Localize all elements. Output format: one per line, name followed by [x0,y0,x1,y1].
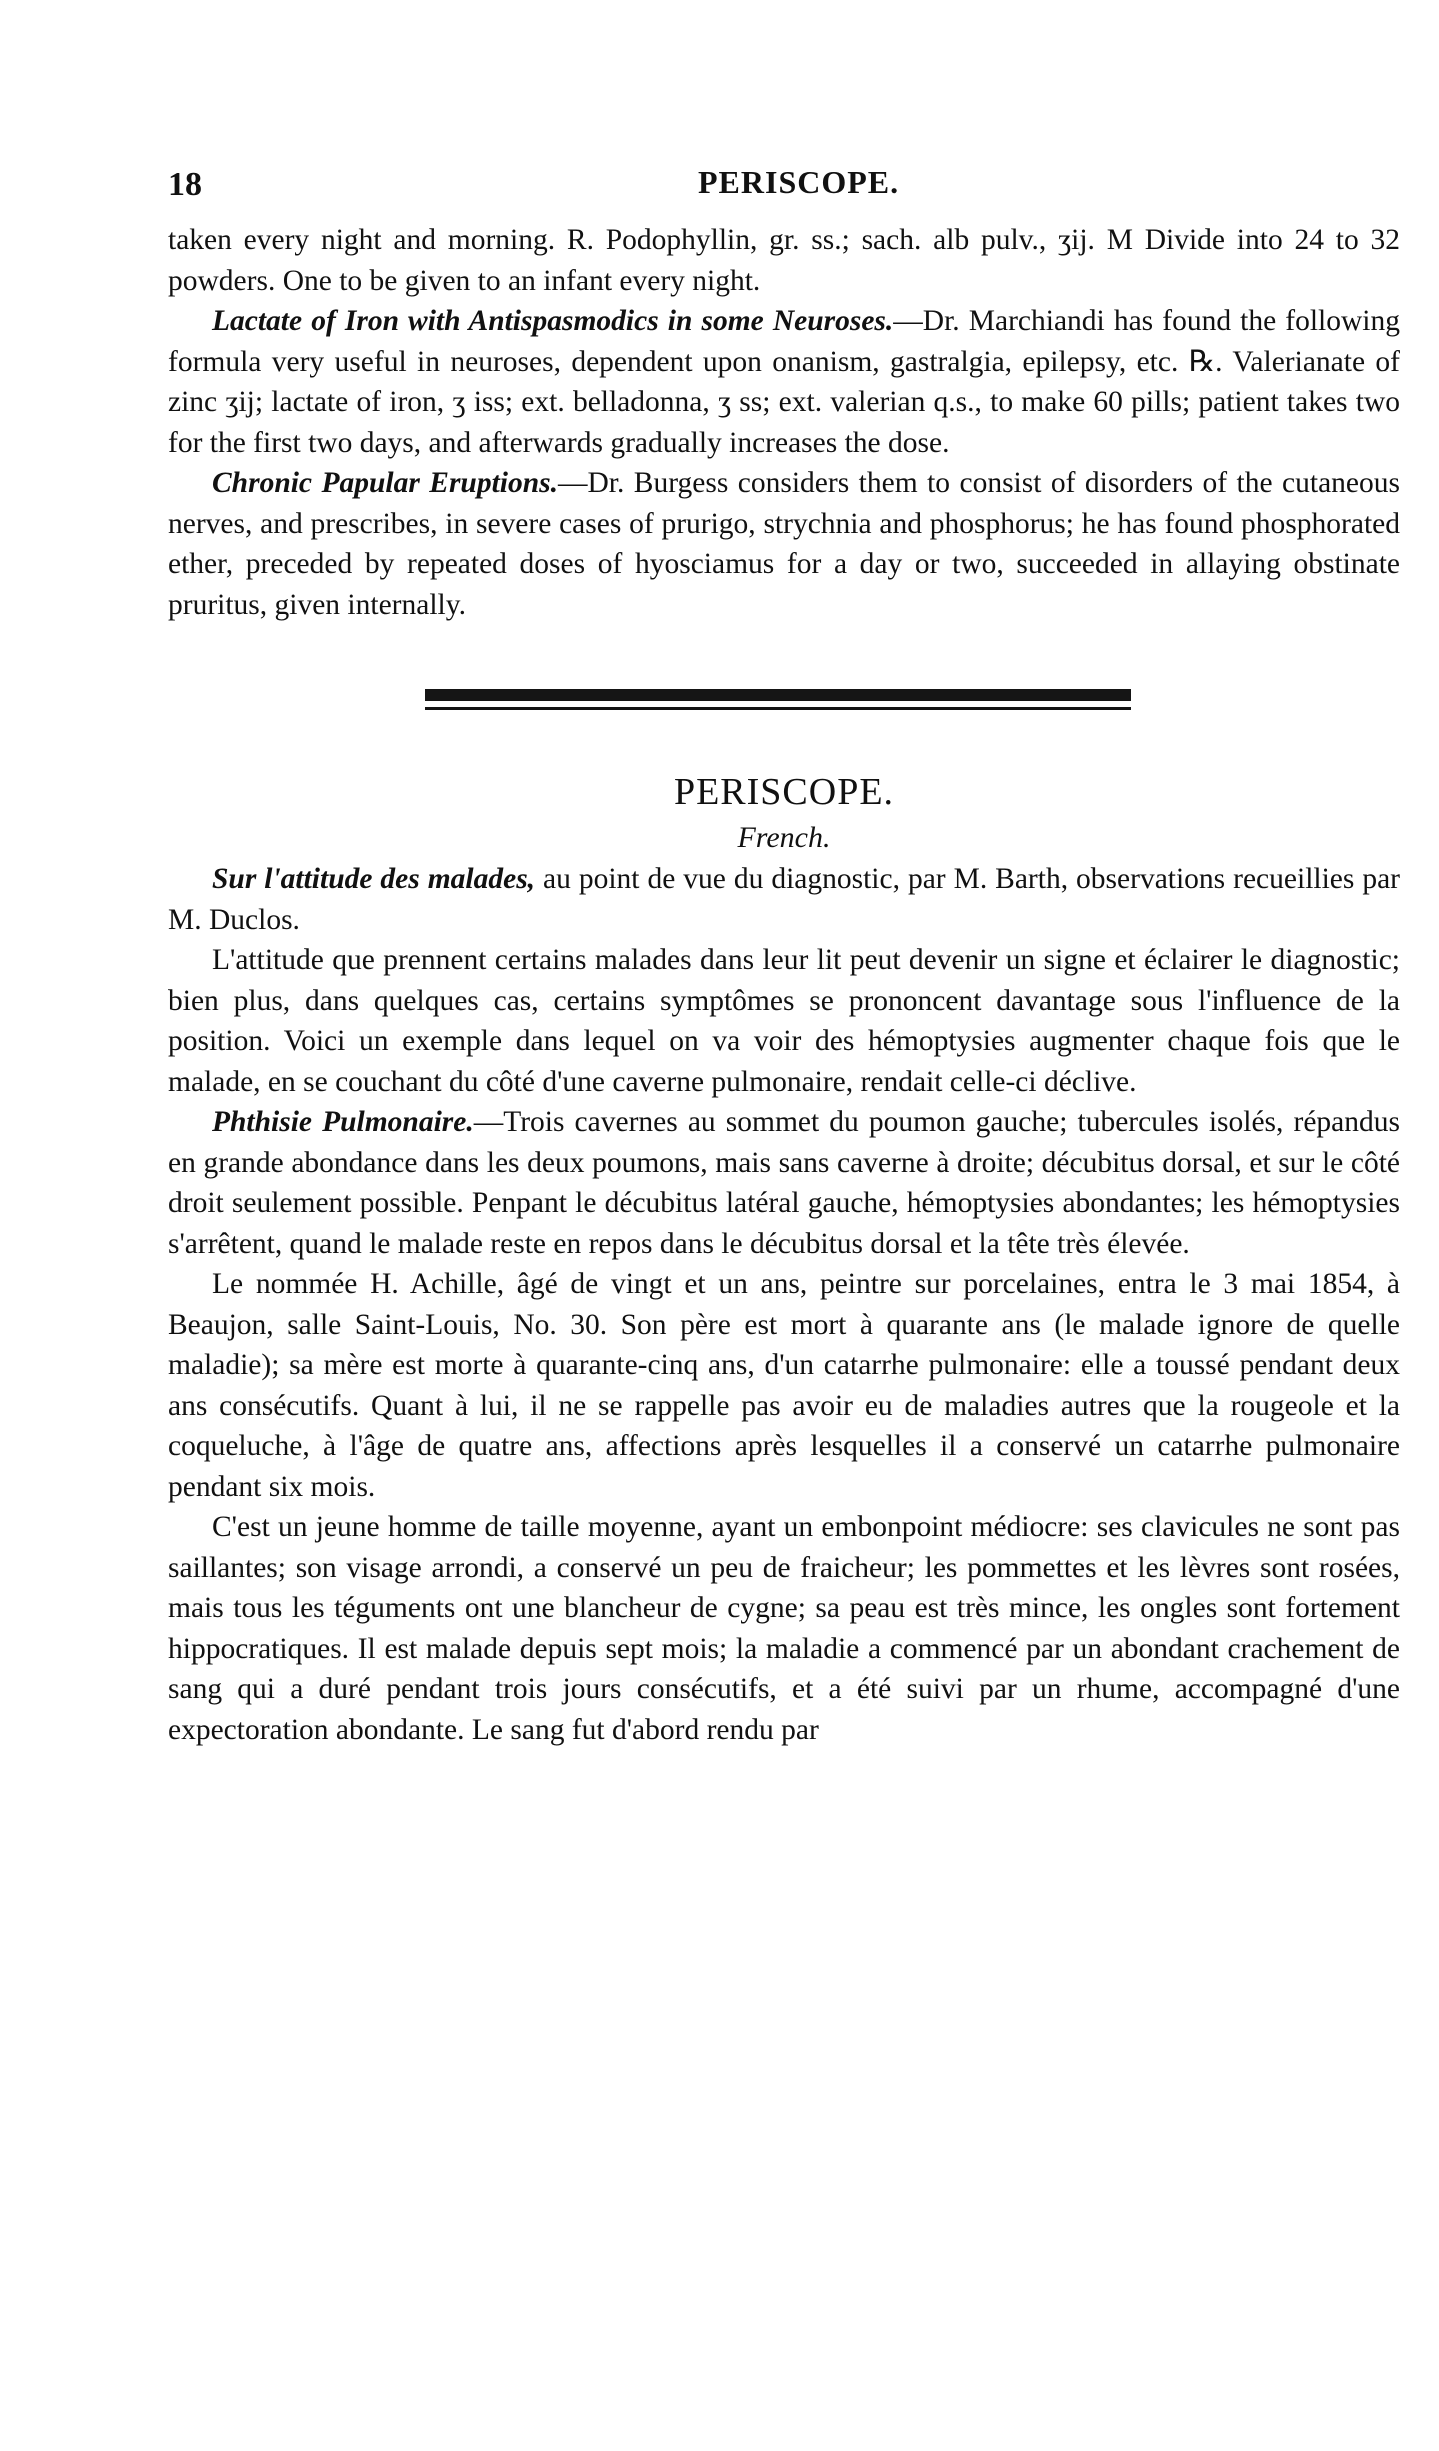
article-body: C'est un jeune homme de taille moyenne, ayant un embonpoint médiocre: ses clavicules ne sont pas saillantes; son visage arrondi, a conservé un peu de fraicheur; les pommettes et les lèvres sont rosées, mais tous les téguments ont une blancheur de cygne; sa peau est très mince, les ongles sont fortement hippocratiques. Il est malade depuis sept mois; la maladie a commencé par un abondant crachement de sang qui a duré pendant trois jours consécutifs, et a été suivi par un rhume, accompagné d'une expectoration abondante. Le sang fut d'abord rendu par [168,1511,1400,1746]
article-body: Le nommée H. Achille, âgé de vingt et un ans, peintre sur porcelaines, entra le 3 mai 1854, à Beaujon, salle Saint-Louis, No. 30. Son père est mort à quarante ans (le malade ignore de quelle maladie); sa mère est morte à quarante-cinq ans, d'un catarrhe pulmonaire: elle a toussé pendant deux ans consécutifs. Quant à lui, il ne se rappelle pas avoir eu de maladies autres que la rougeole et la coqueluche, à l'âge de quatre ans, affections après lesquelles il a conservé un catarrhe pulmonaire pendant six mois. [168,1268,1400,1503]
article-body: au point de vue du diagnostic, par M. Barth, observations recueillies par M. Duclos. [168,863,1400,936]
article-title: Phthisie Pulmonaire. [212,1106,474,1138]
section-divider [168,625,1400,767]
divider-thin-rule [425,707,1131,710]
running-head [168,150,1400,220]
article-title: Sur l'attitude des malades, [212,863,536,895]
article-paragraph [168,1507,1400,1750]
periscope-section [168,767,1400,1750]
article-body: —Trois cavernes au sommet du poumon gauche; tubercules isolés, répandus en grande abondance dans les deux poumons, mais sans caverne à droite; décubitus dorsal, et sur le côté droit seulement possible. Penpant le décubitus latéral gauche, hémoptysies abondantes; les hémoptysies s'arrêtent, quand le malade reste en repos dans le décubitus dorsal et la tête très élevée. [168,1106,1400,1260]
running-title: PERISCOPE. [698,164,900,200]
page-number: 18 [168,166,202,203]
article-body: L'attitude que prennent certains malades dans leur lit peut devenir un signe et éclairer le diagnostic; bien plus, dans quelques cas, certains symptômes se prononcent davantage sous l'influence de la position. Voici un exemple dans lequel on va voir des hémoptysies augmenter chaque fois que le malade, en se couchant du côté d'une caverne pulmonaire, rendait celle-ci déclive. [168,944,1400,1098]
article-paragraph [168,463,1400,625]
section-title: PERISCOPE. [673,771,895,813]
article-paragraph [168,1264,1400,1507]
divider-thick-rule [425,689,1131,701]
article-body: —Dr. Marchiandi has found the following formula very useful in neuroses, dependent upon onanism, gastralgia, epilepsy, etc. ℞. Valerianate of zinc ʒij; lactate of iron, ʒ iss; ext. belladonna, ʒ ss; ext. valerian q.s., to make 60 pills; patient takes two for the first two days, and afterwards gradually increases the dose. [168,305,1401,459]
article-paragraph [168,859,1400,940]
top-section [168,220,1400,625]
article-title: Chronic Papular Eruptions. [212,467,558,499]
continuation-paragraph: taken every night and morning. R. Podophyllin, gr. ss.; sach. alb pulv., ʒij. M Divide into 24 to 32 powders. One to be given to an infant every night. [168,224,1400,297]
article-title: Lactate of Iron with Antispasmodics in some Neuroses. [212,305,894,337]
book-page [168,150,1400,1750]
article-paragraph [168,301,1400,463]
section-subtitle: French. [737,821,831,854]
article-body: —Dr. Burgess considers them to consist of disorders of the cutaneous nerves, and prescribes, in severe cases of prurigo, strychnia and phosphorus; he has found phosphorated ether, preceded by repeated doses of hyosciamus for a day or two, succeeded in allaying obstinate pruritus, given internally. [168,467,1400,621]
article-paragraph [168,1102,1400,1264]
article-paragraph [168,940,1400,1102]
